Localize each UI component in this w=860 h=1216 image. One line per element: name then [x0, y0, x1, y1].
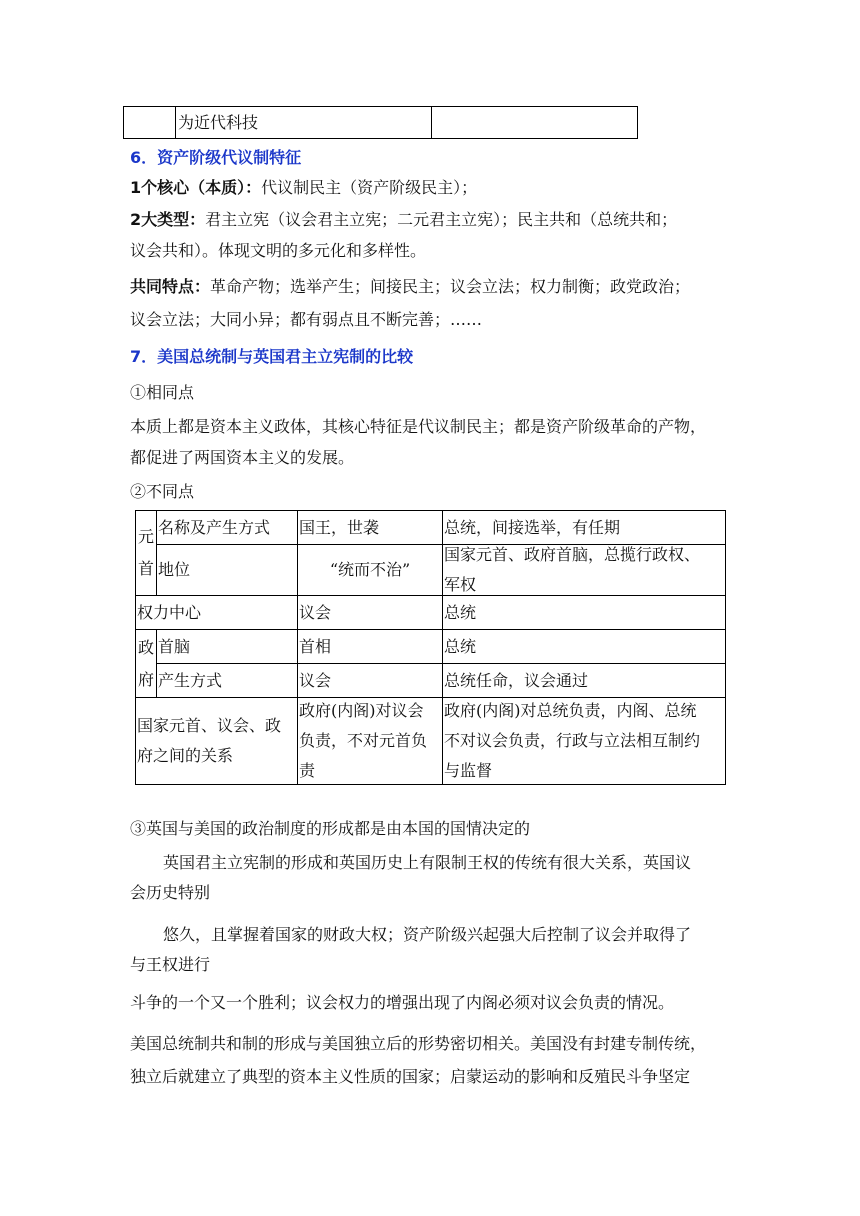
us-cell: 总统 [443, 596, 726, 630]
paragraph-line: 斗争的一个又一个胜利；议会权力的增强出现了内阁必须对议会负责的情况。 [130, 993, 675, 1012]
uk-cell: 政府(内阁)对议会 负责，不对元首负 责 [298, 698, 443, 785]
uk-cell: 议会 [298, 596, 443, 630]
us-cell: 总统任命，议会通过 [443, 664, 726, 698]
types-text: 君主立宪（议会君主立宪；二元君主立宪）；民主共和（总统共和； [205, 210, 678, 229]
common-label: 共同特点： [130, 277, 211, 296]
paragraph-line: 独立后就建立了典型的资本主义性质的国家；启蒙运动的影响和反殖民斗争坚定 [130, 1067, 691, 1086]
group-head-of-state: 元 首 [136, 511, 157, 596]
us-cell: 总统，间接选举，有任期 [443, 511, 726, 545]
group-government: 政 府 [136, 630, 157, 698]
uk-cell: 议会 [298, 664, 443, 698]
row-label: 国家元首、议会、政 府之间的关系 [136, 698, 298, 785]
row-label: 产生方式 [157, 664, 298, 698]
top-table-empty-cell [124, 107, 176, 139]
row-label: 权力中心 [136, 596, 298, 630]
table-row [136, 664, 726, 698]
common-line-2: 议会立法；大同小异；都有弱点且不断完善；…… [130, 310, 483, 329]
types-line-2: 议会共和）。体现文明的多元化和多样性。 [130, 241, 427, 260]
row-label: 首脑 [157, 630, 298, 664]
us-cell: 政府(内阁)对总统负责，内阁、总统 不对议会负责，行政与立法相互制约 与监督 [443, 698, 726, 785]
top-table-text-cell: 为近代科技 [176, 107, 432, 139]
core-text: 代议制民主（资产阶级民主）； [261, 178, 478, 197]
section-7-heading: 7．美国总统制与英国君主立宪制的比较 [130, 347, 414, 366]
common-text: 革命产物；选举产生；间接民主；议会立法；权力制衡；政党政治； [210, 277, 691, 296]
table-row [136, 698, 726, 785]
paragraph-line: 美国总统制共和制的形成与美国独立后的形势密切相关。美国没有封建专制传统， [130, 1034, 707, 1053]
us-cell: 总统 [443, 630, 726, 664]
uk-cell: 国王，世袭 [298, 511, 443, 545]
us-cell: 国家元首、政府首脑，总揽行政权、 军权 [443, 545, 726, 596]
same-points-text-2: 都促进了两国资本主义的发展。 [130, 448, 355, 467]
common-line [130, 277, 690, 297]
section-6-heading: 6．资产阶级代议制特征 [130, 148, 302, 167]
uk-cell: 首相 [298, 630, 443, 664]
top-table-empty-cell [432, 107, 638, 139]
paragraph-line: 会历史特别 [130, 883, 211, 902]
table-row [136, 630, 726, 664]
table-row [136, 545, 726, 596]
uk-cell: “统而不治” [298, 545, 443, 596]
core-label: 1个核心（本质）： [130, 178, 262, 197]
paragraph-line: 与王权进行 [130, 955, 211, 974]
top-table-fragment [123, 106, 638, 139]
row-label: 名称及产生方式 [157, 511, 298, 545]
table-row [136, 596, 726, 630]
paragraph-line: 悠久，且掌握着国家的财政大权；资产阶级兴起强大后控制了议会并取得了 [163, 925, 692, 944]
comparison-table [135, 510, 726, 785]
same-points-text-1: 本质上都是资本主义政体，其核心特征是代议制民主；都是资产阶级革命的产物， [130, 417, 707, 436]
types-label: 2大类型： [130, 210, 206, 229]
types-line [130, 210, 677, 230]
same-points-title: ①相同点 [130, 383, 195, 402]
row-label: 地位 [157, 545, 298, 596]
table-row [136, 511, 726, 545]
formation-title: ③英国与美国的政治制度的形成都是由本国的国情决定的 [130, 819, 531, 838]
core-line [130, 178, 477, 198]
diff-points-title: ②不同点 [130, 482, 195, 501]
paragraph-line: 英国君主立宪制的形成和英国历史上有限制王权的传统有很大关系，英国议 [163, 853, 692, 872]
